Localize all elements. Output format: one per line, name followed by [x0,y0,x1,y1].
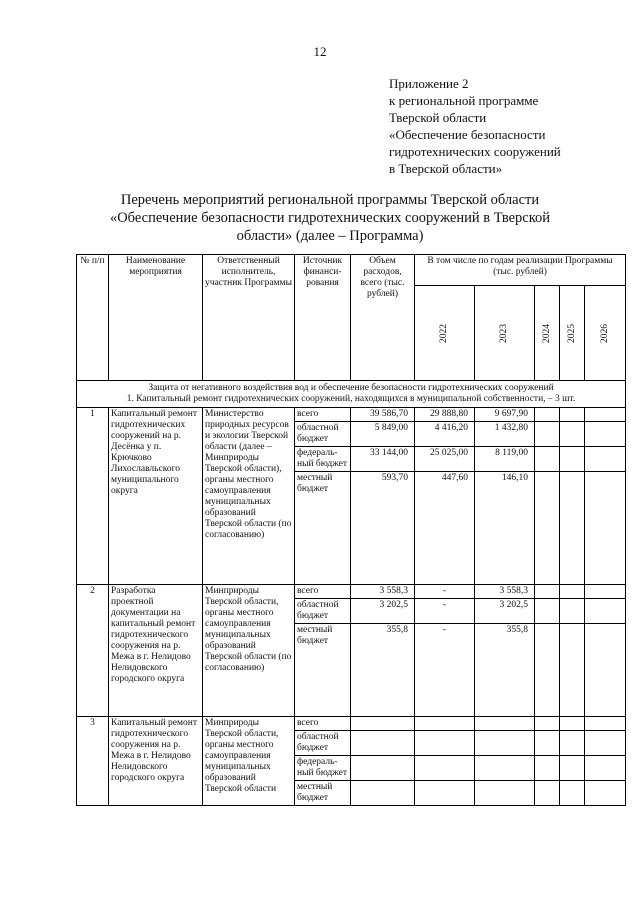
row-2026 [585,717,626,731]
row-2024 [535,585,560,599]
row-num: 3 [77,717,109,806]
header-source: Источник финанси- рования [295,255,351,381]
row-executor: Минприроды Тверской области, органы местного самоуправления муниципальных образований Тверской области [203,717,295,806]
row-source: всего [295,585,351,599]
row-source: областной бюджет [295,422,351,447]
row-2023: 8 119,00 [475,447,535,472]
row-2022: - [415,624,475,717]
row-executor: Минприроды Тверской области, органы местного самоуправления муниципальных образований Тверской области (по согласованию) [203,585,295,717]
row-2024 [535,447,560,472]
row-2022: 447,60 [415,472,475,585]
row-total: 39 586,70 [351,408,415,422]
header-year: 2025 [560,286,585,381]
row-2023 [475,756,535,781]
page-number: 12 [313,44,327,59]
row-2022 [415,756,475,781]
row-2026 [585,447,626,472]
row-2025 [560,408,585,422]
row-2026 [585,731,626,756]
row-total: 355,8 [351,624,415,717]
appendix-line: гидротехнических сооружений [389,144,561,159]
header-year: 2024 [535,286,560,381]
header-year: 2026 [585,286,626,381]
appendix-line: «Обеспечение безопасности [389,127,546,142]
row-2022 [415,717,475,731]
row-2023 [475,781,535,806]
row-2023: 9 697,90 [475,408,535,422]
row-2022: 25 025,00 [415,447,475,472]
appendix-line: Приложение 2 [389,76,469,91]
row-2025 [560,447,585,472]
row-2025 [560,422,585,447]
row-2022 [415,731,475,756]
header-volume: Объем расходов, всего (тыс. рублей) [351,255,415,381]
appendix-block [389,75,561,177]
row-2023 [475,731,535,756]
row-2026 [585,408,626,422]
table-row [77,585,626,599]
row-total: 593,70 [351,472,415,585]
measures-table [76,254,626,806]
row-2024 [535,408,560,422]
row-2022 [415,781,475,806]
row-total [351,717,415,731]
row-2024 [535,472,560,585]
table-row [77,717,626,731]
row-source: местный бюджет [295,624,351,717]
header-year: 2023 [475,286,535,381]
row-total: 33 144,00 [351,447,415,472]
row-2025 [560,585,585,599]
appendix-line: к региональной программе [389,93,539,108]
row-name: Капитальный ремонт гидротехнического сооружения на р. Межа в г. Нелидово Нелидовского городского округа [109,717,203,806]
row-source: федераль-ный бюджет [295,447,351,472]
row-executor: Министерство природных ресурсов и экологии Тверской области (далее – Минприроды Тверской области), органы местного самоуправления муниципальных образований Тверской области (по согласованию) [203,408,295,585]
row-2022: - [415,585,475,599]
row-name: Капитальный ремонт гидротехнических сооружений на р. Десёнка у п. Крючково Лихославльского муниципального округа [109,408,203,585]
row-2024 [535,781,560,806]
row-2024 [535,599,560,624]
row-total [351,781,415,806]
header-row [77,255,626,286]
row-total [351,731,415,756]
row-2025 [560,599,585,624]
row-source: областной бюджет [295,731,351,756]
row-2025 [560,731,585,756]
row-total: 3 558,3 [351,585,415,599]
row-2023: 146,10 [475,472,535,585]
section-title: Защита от негативного воздействия вод и обеспечение безопасности гидротехнических сооружений 1. Капитальный ремонт гидротехнических сооружений, находящихся в муниципальной собственности, – 3 шт. [77,381,626,408]
title-line: Перечень мероприятий региональной программы Тверской области [120,192,540,208]
row-2026 [585,472,626,585]
row-2024 [535,422,560,447]
row-2022: - [415,599,475,624]
appendix-line: Тверской области [389,110,487,125]
row-num: 2 [77,585,109,717]
row-num: 1 [77,408,109,585]
row-total: 5 849,00 [351,422,415,447]
row-source: всего [295,408,351,422]
row-2022: 29 888,80 [415,408,475,422]
appendix-line: в Тверской области» [389,161,503,176]
row-2025 [560,624,585,717]
row-2026 [585,599,626,624]
row-2024 [535,717,560,731]
header-executor: Ответственный исполнитель, участник Программы [203,255,295,381]
table-row [77,408,626,422]
row-name: Разработка проектной документации на капитальный ремонт гидротехнического сооружения на р. Межа в г. Нелидово Нелидовского городского округа [109,585,203,717]
row-2026 [585,624,626,717]
row-2026 [585,781,626,806]
document-title [80,191,580,245]
title-line: области» (далее – Программа) [236,228,424,244]
row-2025 [560,472,585,585]
header-year: 2022 [415,286,475,381]
row-2023: 1 432,80 [475,422,535,447]
row-2026 [585,756,626,781]
section-row [77,381,626,408]
row-total [351,756,415,781]
row-2023: 355,8 [475,624,535,717]
header-name: Наименование мероприятия [109,255,203,381]
row-2024 [535,731,560,756]
row-source: областной бюджет [295,599,351,624]
row-source: федераль-ный бюджет [295,756,351,781]
row-total: 3 202,5 [351,599,415,624]
row-2023: 3 558,3 [475,585,535,599]
row-2025 [560,756,585,781]
row-2026 [585,422,626,447]
header-num: № п/п [77,255,109,381]
row-source: всего [295,717,351,731]
row-2024 [535,624,560,717]
row-2023: 3 202,5 [475,599,535,624]
row-2024 [535,756,560,781]
row-2023 [475,717,535,731]
row-source: местный бюджет [295,781,351,806]
header-years-group: В том числе по годам реализации Программы (тыс. рублей) [415,255,626,286]
row-2025 [560,717,585,731]
row-source: местный бюджет [295,472,351,585]
row-2025 [560,781,585,806]
title-line: «Обеспечение безопасности гидротехнических сооружений в Тверской [109,210,551,226]
row-2022: 4 416,20 [415,422,475,447]
row-2026 [585,585,626,599]
